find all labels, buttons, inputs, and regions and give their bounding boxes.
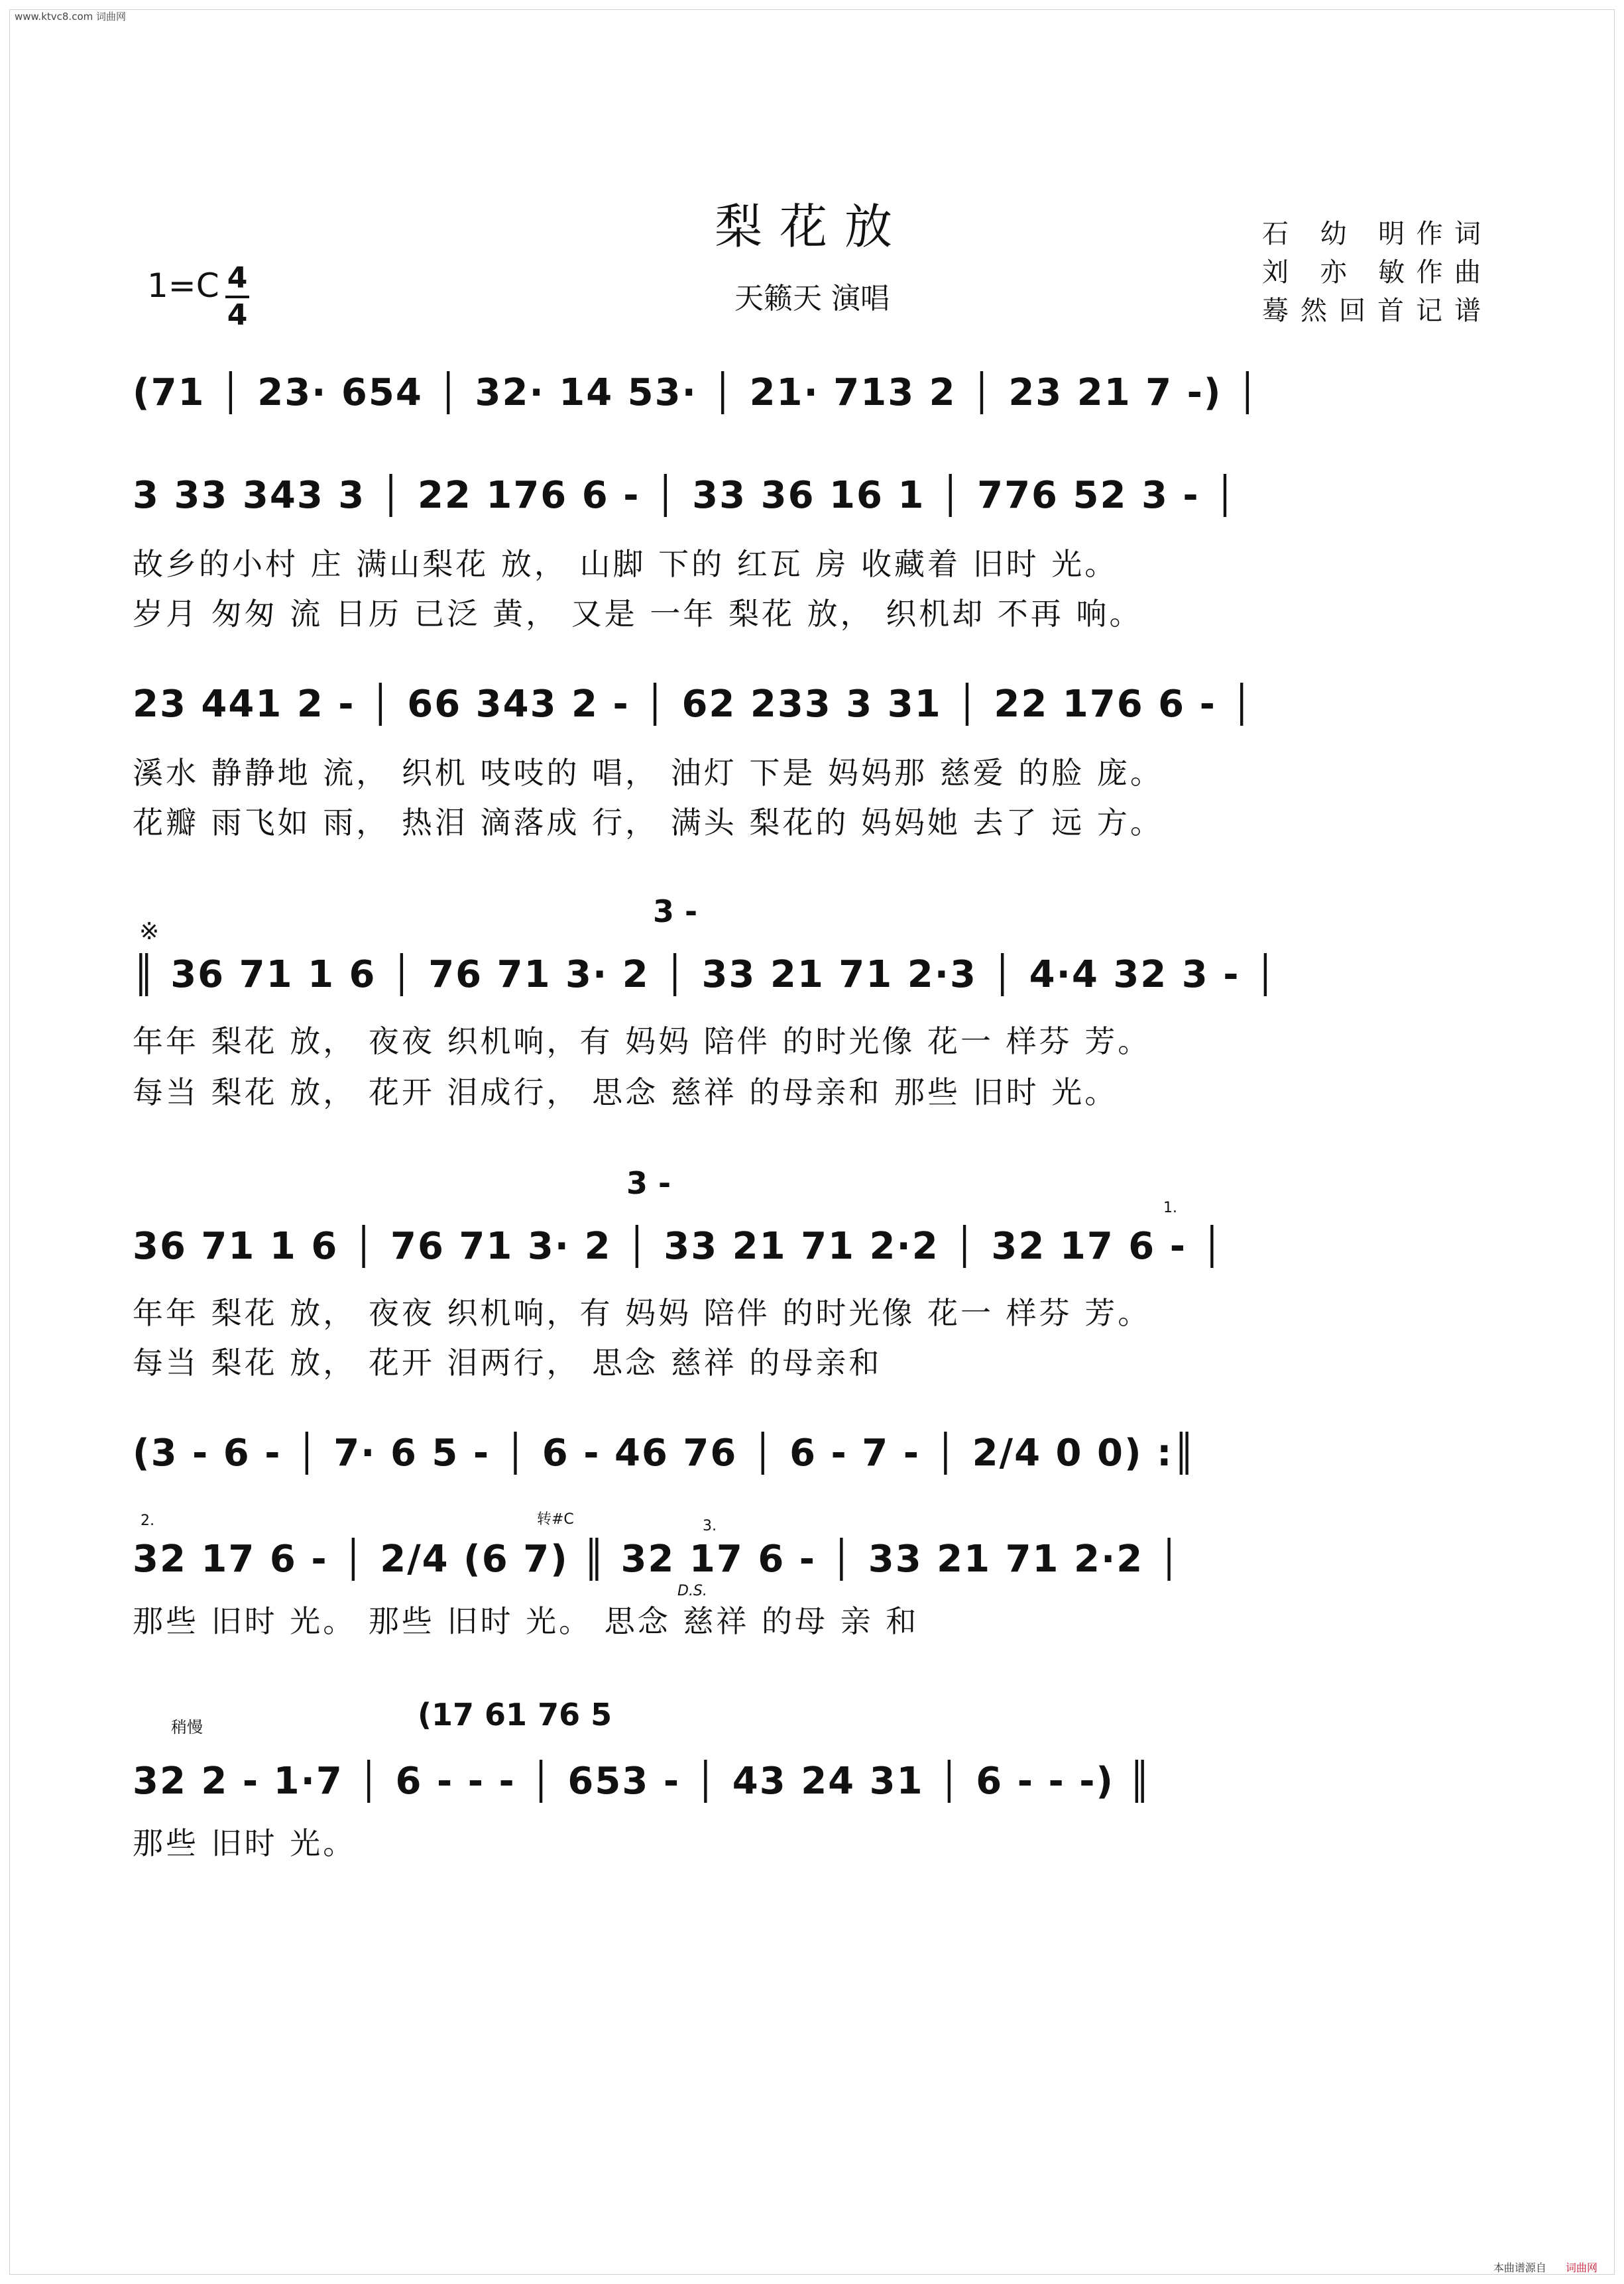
notation-line: (71 │ 23· 654 │ 32· 14 53· │ 21· 713 2 │ 23 21 7 -) │ xyxy=(133,371,1260,414)
tempo-mark: 稍慢 xyxy=(171,1718,203,1737)
lyric-line: 花瓣 雨飞如 雨， 热泪 滴落成 行， 满头 梨花的 妈妈她 去了 远 方。 xyxy=(133,805,1163,840)
upper-notes: (17 61 76 5 xyxy=(418,1697,612,1733)
edge-watermark-left xyxy=(0,46,17,2234)
singer-line: 天籁天 演唱 xyxy=(734,282,890,315)
edge-watermark-right xyxy=(1607,46,1624,2234)
footer[interactable] xyxy=(1493,2259,1597,2275)
lyric-line: 那些 旧时 光。 那些 旧时 光。 思念 慈祥 的母 亲 和 xyxy=(133,1603,919,1639)
notation-line: (3 - 6 - │ 7· 6 5 - │ 6 - 46 76 │ 6 - 7 - │ 2/4 0 0) :║ xyxy=(133,1432,1197,1475)
footer-logo[interactable]: 词曲网 xyxy=(1565,2261,1597,2274)
lyric-line: 溪水 静静地 流， 织机 吱吱的 唱， 油灯 下是 妈妈那 慈爱 的脸 庞。 xyxy=(133,755,1163,791)
notation-line: 3 33 343 3 │ 22 176 6 - │ 33 36 16 1 │ 776 52 3 - │ xyxy=(133,474,1238,517)
volta-second: 2. xyxy=(141,1513,154,1529)
notation-line: 36 71 1 6 │ 76 71 3· 2 │ 33 21 71 2·2 │ 32 17 6 - │ xyxy=(133,1225,1225,1268)
lyric-line: 年年 梨花 放， 夜夜 织机响，有 妈妈 陪伴 的时光像 花一 样芬 芳。 xyxy=(133,1023,1151,1059)
composer: 刘 亦 敏作曲 xyxy=(1262,257,1481,288)
time-top: 4 xyxy=(227,261,248,295)
volta-third: 3. xyxy=(703,1518,717,1534)
song-title: 梨花放 xyxy=(714,199,909,255)
dal-segno: D.S. xyxy=(677,1583,707,1599)
modulation-mark: 转#C xyxy=(537,1511,574,1528)
notation-line: ║ 36 71 1 6 │ 76 71 3· 2 │ 33 21 71 2·3 │ 4·4 32 3 - │ xyxy=(133,953,1278,996)
key-signature: 1=C xyxy=(147,266,219,305)
page-border xyxy=(9,9,1615,2275)
notation-line: 32 2 - 1·7 │ 6 - - - │ 653 - │ 43 24 31 │ 6 - - -) ║ xyxy=(133,1760,1153,1803)
lyricist: 石 幼 明作词 xyxy=(1262,219,1481,249)
lyric-line: 每当 梨花 放， 花开 泪成行， 思念 慈祥 的母亲和 那些 旧时 光。 xyxy=(133,1074,1118,1110)
credits xyxy=(1262,215,1481,330)
lyric-line: 故乡的小村 庄 满山梨花 放， 山脚 下的 红瓦 房 收藏着 旧时 光。 xyxy=(133,546,1118,582)
footer-text: 本曲谱源自 xyxy=(1493,2261,1546,2274)
site-header[interactable]: www.ktvc8.com 词曲网 xyxy=(15,11,127,23)
lyric-line: 每当 梨花 放， 花开 泪两行， 思念 慈祥 的母亲和 xyxy=(133,1345,882,1381)
time-bottom: 4 xyxy=(227,298,248,332)
transcriber: 蓦然回首记谱 xyxy=(1262,296,1481,326)
lyric-line: 年年 梨花 放， 夜夜 织机响，有 妈妈 陪伴 的时光像 花一 样芬 芳。 xyxy=(133,1295,1151,1331)
upper-notes: 3 - xyxy=(653,893,698,929)
volta-first: 1. xyxy=(1163,1200,1177,1216)
lyric-line: 那些 旧时 光。 xyxy=(133,1825,357,1861)
notation-line: 32 17 6 - │ 2/4 (6 7) ║ 32 17 6 - │ 33 21 71 2·2 │ xyxy=(133,1538,1182,1581)
upper-notes: 3 - xyxy=(626,1165,671,1201)
notation-line: 23 441 2 - │ 66 343 2 - │ 62 233 3 31 │ 22 176 6 - │ xyxy=(133,683,1255,726)
time-signature xyxy=(225,262,249,331)
segno-sign: ※ xyxy=(139,918,160,945)
lyric-line: 岁月 匆匆 流 日历 已泛 黄， 又是 一年 梨花 放， 织机却 不再 响。 xyxy=(133,596,1143,632)
